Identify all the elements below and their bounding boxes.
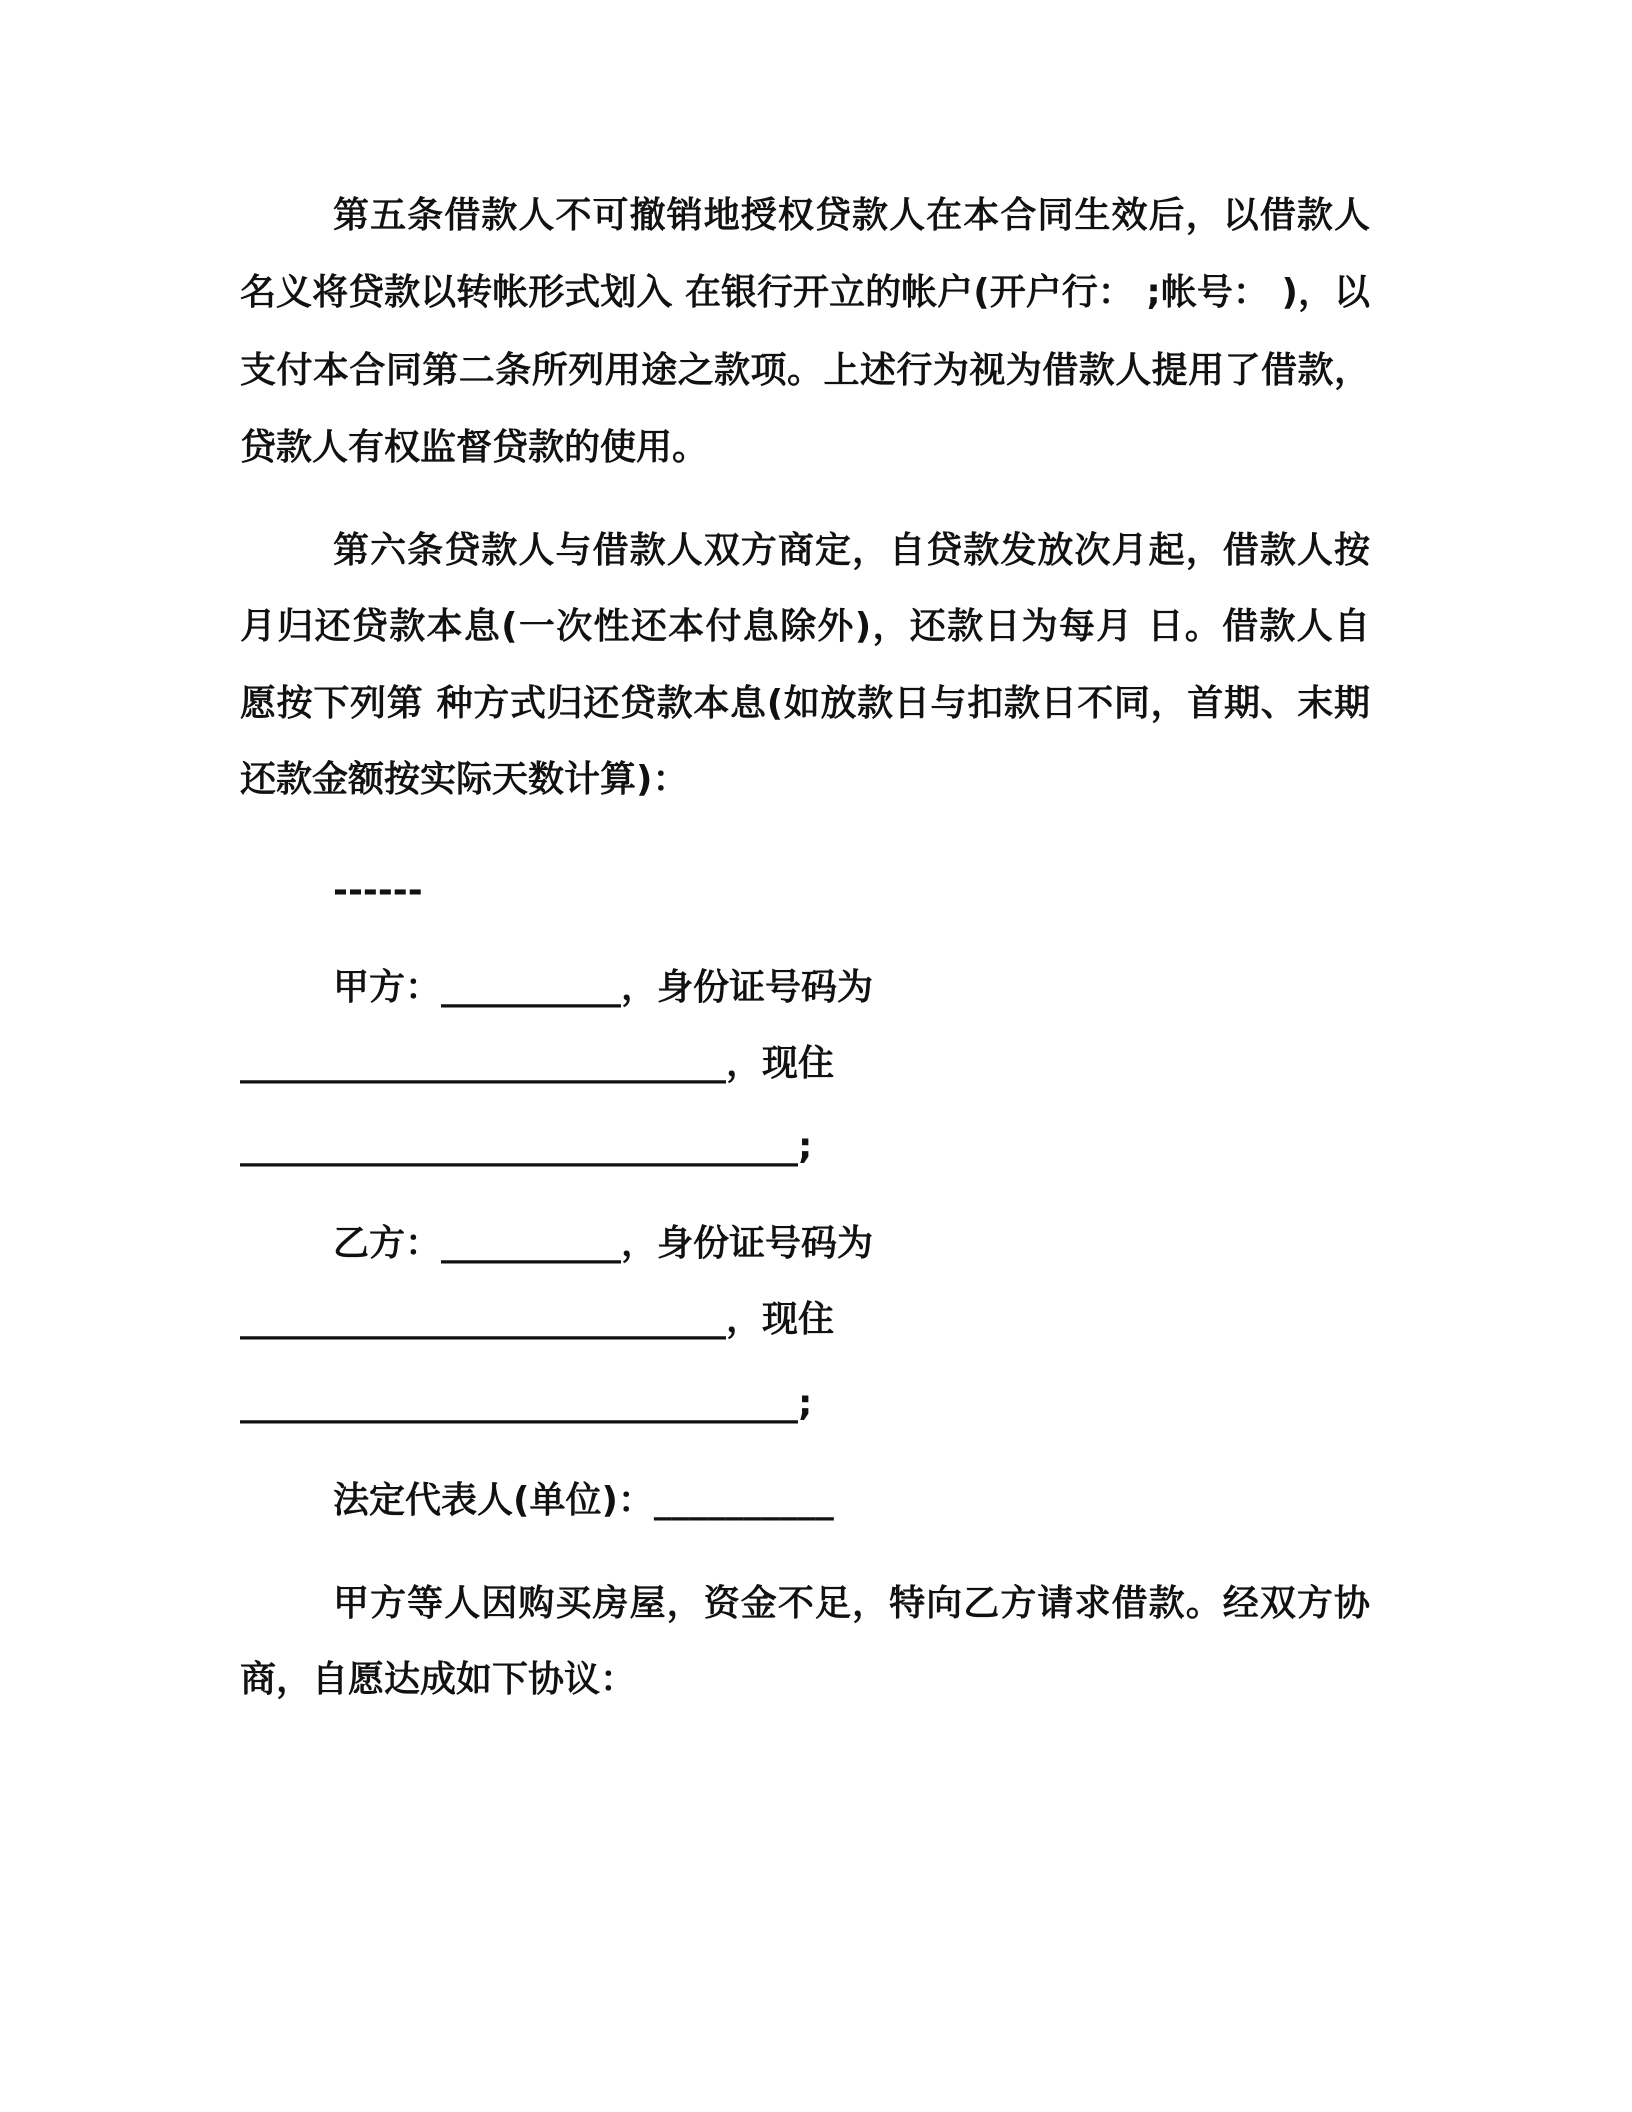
article6-line: 还款金额按实际天数计算)： <box>240 759 689 800</box>
party-b-id-line: ___________________________，现住 <box>240 1299 835 1340</box>
party-a-name-line: 甲方：__________，身份证号码为 <box>333 967 874 1008</box>
article6-line: 月归还贷款本息(一次性还本付息除外)，还款日为每月 日。借款人自 <box>240 606 1370 647</box>
party-b-name-line: 乙方：__________，身份证号码为 <box>333 1223 874 1264</box>
legal-representative-line: 法定代表人(单位)：__________ <box>333 1480 834 1521</box>
article5-line: 支付本合同第二条所列用途之款项。上述行为视为借款人提用了借款， <box>240 350 1370 391</box>
separator: ------ <box>333 870 423 911</box>
article5-line: 贷款人有权监督贷款的使用。 <box>240 427 709 468</box>
article5-line: 第五条借款人不可撤销地授权贷款人在本合同生效后，以借款人 <box>333 195 1370 236</box>
article5-line: 名义将贷款以转帐形式划入 在银行开立的帐户(开户行： ;帐号： )，以 <box>240 272 1370 313</box>
party-a-address-line: _______________________________; <box>240 1126 813 1167</box>
intro-line: 甲方等人因购买房屋，资金不足，特向乙方请求借款。经双方协 <box>333 1583 1370 1624</box>
article6-line: 愿按下列第 种方式归还贷款本息(如放款日与扣款日不同，首期、末期 <box>240 683 1370 724</box>
party-a-id-line: ___________________________，现住 <box>240 1043 835 1084</box>
article6-line: 第六条贷款人与借款人双方商定，自贷款发放次月起，借款人按 <box>333 530 1370 571</box>
intro-line: 商，自愿达成如下协议： <box>240 1659 637 1700</box>
party-b-address-line: _______________________________; <box>240 1383 813 1424</box>
